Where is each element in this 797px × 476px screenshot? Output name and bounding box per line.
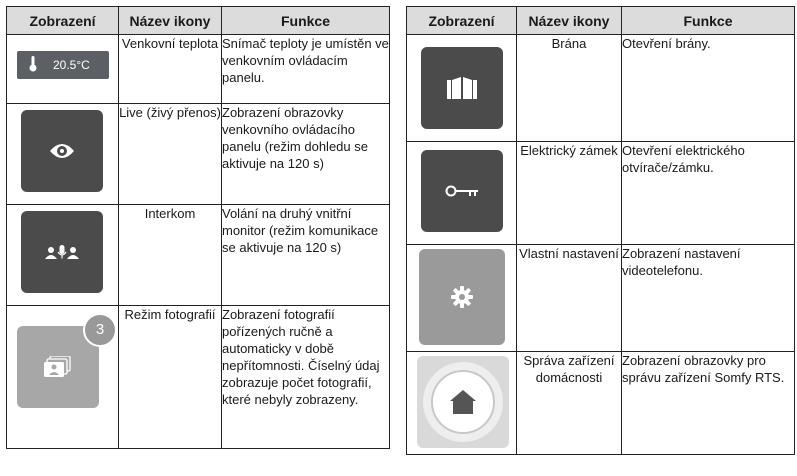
table-row xyxy=(7,104,390,205)
temperature-value: 20.5°C xyxy=(53,58,90,72)
icon-name: Elektrický zámek xyxy=(517,142,622,245)
display-cell xyxy=(7,306,119,449)
right-icon-table xyxy=(406,6,795,455)
live-tile xyxy=(21,110,103,192)
icon-function: Zobrazení nastavení videotelefonu. xyxy=(622,245,795,352)
eye-icon xyxy=(49,142,75,160)
table-row xyxy=(407,35,795,142)
display-cell xyxy=(407,35,517,142)
display-cell xyxy=(7,35,119,104)
gate-icon xyxy=(447,77,477,99)
icon-name: Režim fotografií xyxy=(119,306,222,449)
icon-function: Volání na druhý vnitřní monitor (režim komunikace se aktivuje na 120 s) xyxy=(222,205,390,306)
left-icon-table xyxy=(6,6,390,449)
table-header-row xyxy=(407,7,795,35)
table-row xyxy=(7,205,390,306)
display-cell xyxy=(407,142,517,245)
gear-icon xyxy=(451,286,473,308)
icon-function: Zobrazení obrazovky pro správu zařízení Somfy RTS. xyxy=(622,352,795,455)
unseen-photos-badge: 3 xyxy=(83,313,117,347)
home-tile xyxy=(417,356,509,448)
icon-name: Vlastní nastavení xyxy=(517,245,622,352)
photos-icon xyxy=(44,356,72,378)
header-display: Zobrazení xyxy=(7,7,119,35)
icon-function: Zobrazení obrazovky venkovního ovládacího panelu (režim dohledu se aktivuje na 120 s) xyxy=(222,104,390,205)
icon-name: Brána xyxy=(517,35,622,142)
intercom-icon xyxy=(45,244,79,260)
gate-tile xyxy=(421,47,503,129)
table-row xyxy=(407,142,795,245)
display-cell xyxy=(407,352,517,455)
table-row xyxy=(7,35,390,104)
table-header-row xyxy=(7,7,390,35)
table-row xyxy=(7,306,390,449)
key-icon xyxy=(445,185,479,197)
header-display: Zobrazení xyxy=(407,7,517,35)
table-row xyxy=(407,245,795,352)
icon-name: Interkom xyxy=(119,205,222,306)
table-row xyxy=(407,352,795,455)
home-icon xyxy=(422,361,504,443)
icon-function: Zobrazení fotografií pořízených ručně a automaticky v době nepřítomnosti. Číselný údaj zobrazuje počet fotografií, které nebyly zobrazeny. xyxy=(222,306,390,449)
icon-name: Venkovní teplota xyxy=(119,35,222,104)
header-icon-name: Název ikony xyxy=(517,7,622,35)
settings-tile xyxy=(419,249,505,345)
display-cell xyxy=(7,104,119,205)
icon-function: Snímač teploty je umístěn ve venkovním ovládacím panelu. xyxy=(222,35,390,104)
icon-name: Správa zařízení domácnosti xyxy=(517,352,622,455)
lock-tile xyxy=(421,150,503,232)
icon-function: Otevření brány. xyxy=(622,35,795,142)
header-icon-name: Název ikony xyxy=(119,7,222,35)
icon-name: Live (živý přenos) xyxy=(119,104,222,205)
thermometer-icon xyxy=(29,56,37,75)
intercom-tile xyxy=(21,211,103,293)
header-function: Funkce xyxy=(622,7,795,35)
icon-function: Otevření elektrického otvírače/zámku. xyxy=(622,142,795,245)
display-cell xyxy=(407,245,517,352)
header-function: Funkce xyxy=(222,7,390,35)
temperature-display xyxy=(17,51,109,79)
display-cell xyxy=(7,205,119,306)
